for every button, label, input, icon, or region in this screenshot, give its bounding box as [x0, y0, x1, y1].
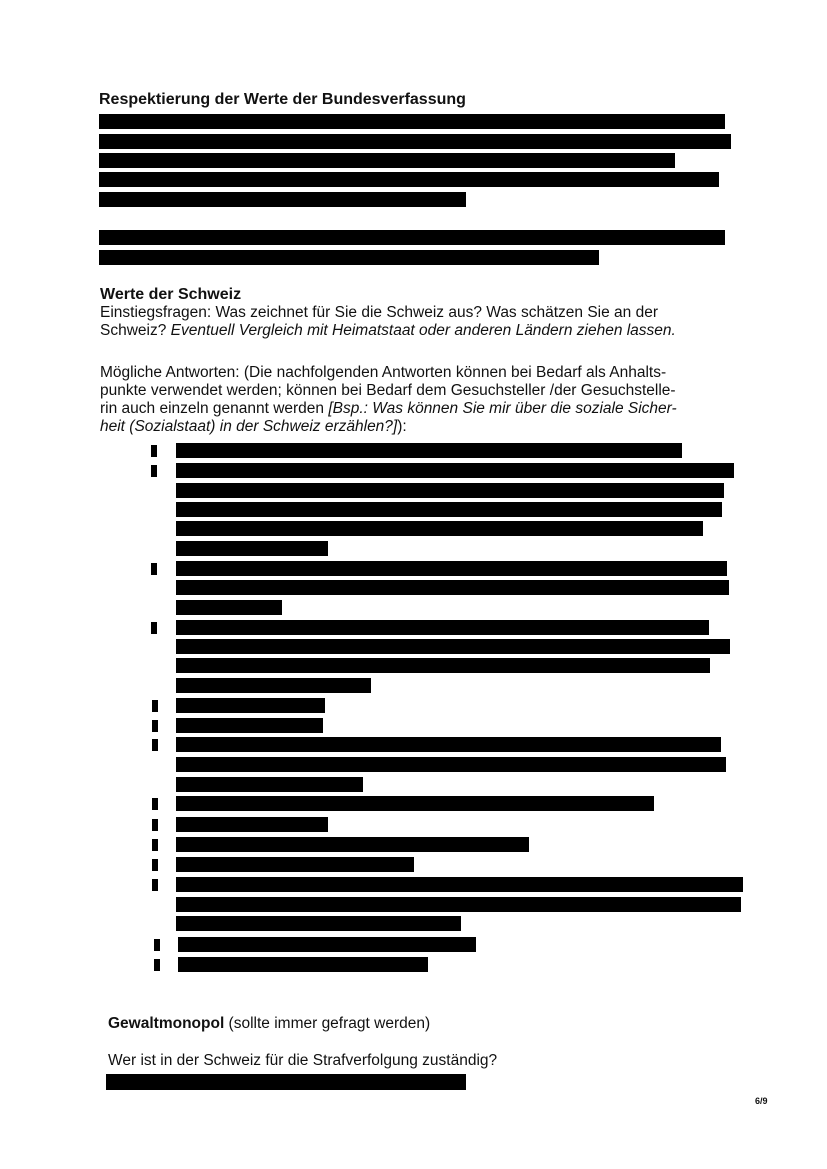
answers-line-4-italic: heit (Sozialstaat) in der Schweiz erzählen?]	[100, 418, 398, 435]
redaction-bar	[178, 937, 476, 952]
page-number: 6/9	[755, 1096, 768, 1106]
answers-line-1: Mögliche Antworten: (Die nachfolgenden Antworten können bei Bedarf als Anhalts-	[100, 364, 667, 381]
bullet-marker	[152, 798, 158, 810]
intro-line-2-italic: Eventuell Vergleich mit Heimatstaat oder anderen Ländern ziehen lassen.	[170, 322, 676, 339]
redaction-bar	[99, 192, 466, 207]
bullet-marker	[152, 700, 158, 712]
redaction-bar	[176, 718, 323, 733]
redaction-bar	[176, 600, 282, 615]
gewaltmonopol-note: (sollte immer gefragt werden)	[224, 1015, 431, 1032]
redaction-bar	[176, 443, 682, 458]
redaction-bar	[176, 678, 371, 693]
redaction-bar	[176, 541, 328, 556]
intro-line-2-plain: Schweiz?	[100, 322, 171, 339]
redaction-bar	[176, 757, 726, 772]
bullet-marker	[152, 859, 158, 871]
bullet-marker	[151, 563, 157, 575]
redaction-bar	[176, 483, 724, 498]
strafverfolgung-question: Wer ist in der Schweiz für die Strafverfolgung zuständig?	[108, 1052, 498, 1069]
bullet-marker	[152, 879, 158, 891]
section-heading-gewaltmonopol	[108, 1015, 430, 1032]
bullet-marker	[151, 465, 157, 477]
bullet-marker	[151, 622, 157, 634]
answers-line-4	[100, 418, 407, 435]
redaction-bar	[176, 857, 414, 872]
redaction-bar	[176, 620, 709, 635]
redaction-bar	[176, 502, 722, 517]
section-heading-werte: Werte der Schweiz	[100, 286, 242, 303]
intro-line-2	[100, 322, 676, 339]
redaction-bar	[176, 698, 325, 713]
bullet-marker	[154, 939, 160, 951]
redaction-bar	[176, 916, 461, 931]
redaction-bar	[99, 250, 599, 265]
redaction-bar	[176, 796, 654, 811]
bullet-marker	[152, 720, 158, 732]
answers-line-4-plain: ):	[397, 418, 407, 435]
redaction-bar	[176, 877, 743, 892]
redaction-bar	[99, 172, 719, 187]
redaction-bar	[176, 658, 710, 673]
redaction-bar	[176, 897, 741, 912]
bullet-marker	[154, 959, 160, 971]
bullet-marker	[152, 739, 158, 751]
redaction-bar	[99, 230, 725, 245]
answers-line-3	[100, 400, 677, 417]
redaction-bar	[176, 580, 729, 595]
redaction-bar	[176, 737, 721, 752]
redaction-bar	[176, 837, 529, 852]
gewaltmonopol-bold: Gewaltmonopol	[108, 1015, 225, 1032]
redaction-bar	[106, 1074, 466, 1090]
intro-line-1: Einstiegsfragen: Was zeichnet für Sie die Schweiz aus? Was schätzen Sie an der	[100, 304, 658, 321]
bullet-marker	[151, 445, 157, 457]
redaction-bar	[99, 153, 675, 168]
answers-line-3-italic: [Bsp.: Was können Sie mir über die soziale Sicher-	[328, 400, 677, 417]
answers-line-3-plain: rin auch einzeln genannt werden	[100, 400, 329, 417]
redaction-bar	[176, 817, 328, 832]
section-heading-bundesverfassung: Respektierung der Werte der Bundesverfassung	[99, 91, 466, 108]
redaction-bar	[176, 521, 703, 536]
redaction-bar	[176, 463, 734, 478]
redaction-bar	[176, 639, 730, 654]
redaction-bar	[99, 114, 725, 129]
redaction-bar	[99, 134, 731, 149]
redaction-bar	[176, 561, 727, 576]
redaction-bar	[178, 957, 428, 972]
redaction-bar	[176, 777, 363, 792]
answers-line-2: punkte verwendet werden; können bei Bedarf dem Gesuchsteller /der Gesuchstelle-	[100, 382, 676, 399]
bullet-marker	[152, 839, 158, 851]
bullet-marker	[152, 819, 158, 831]
